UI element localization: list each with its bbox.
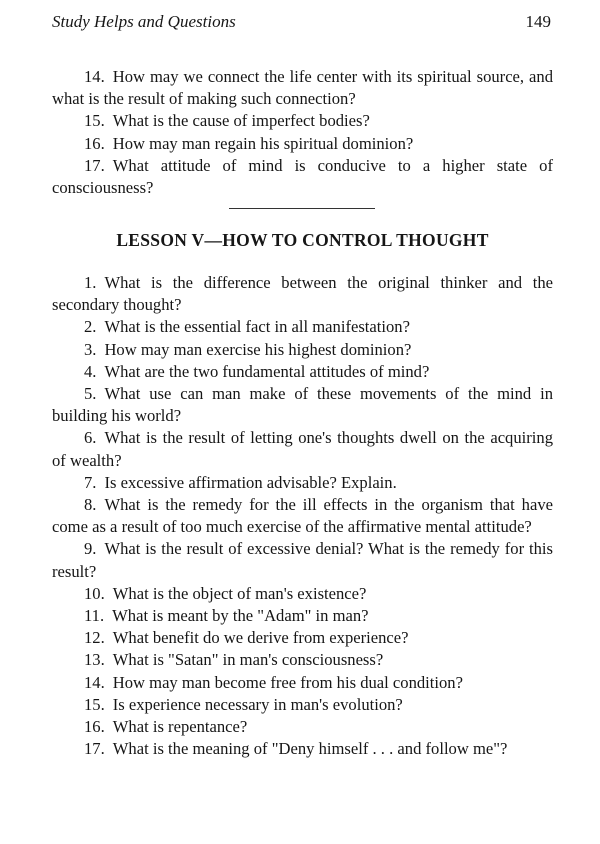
question-item bbox=[52, 649, 553, 671]
question-text: What is the remedy for the ill effects in the organism that have come as a result of too much exercise of the affirmative mental attitude? bbox=[52, 495, 553, 537]
question-item bbox=[52, 110, 553, 132]
question-text: What is the result of letting one's thoughts dwell on the acquiring of wealth? bbox=[52, 428, 553, 470]
question-number: 12. bbox=[84, 628, 105, 648]
question-number: 6. bbox=[84, 428, 97, 448]
section-divider bbox=[229, 208, 375, 209]
question-number: 7. bbox=[84, 472, 97, 492]
question-item bbox=[52, 627, 553, 649]
question-item bbox=[52, 383, 553, 427]
question-number: 1. bbox=[84, 273, 97, 292]
question-number: 16. bbox=[84, 717, 105, 737]
question-item bbox=[52, 694, 553, 716]
question-number: 17. bbox=[84, 155, 105, 175]
question-text: What is "Satan" in man's consciousness? bbox=[112, 650, 384, 670]
question-text: What is the essential fact in all manifestation? bbox=[104, 317, 410, 337]
question-number: 10. bbox=[84, 583, 105, 603]
question-item bbox=[52, 133, 553, 155]
question-text: What is the object of man's existence? bbox=[112, 583, 367, 603]
question-item bbox=[52, 672, 553, 694]
question-number: 5. bbox=[84, 384, 97, 404]
question-text: What is the cause of imperfect bodies? bbox=[112, 111, 370, 131]
question-number: 15. bbox=[84, 111, 105, 131]
question-text: How may man exercise his highest dominion? bbox=[104, 339, 412, 359]
page-header bbox=[52, 12, 553, 36]
question-text: How may man regain his spiritual dominion? bbox=[112, 133, 414, 153]
question-text: What is the difference between the original thinker and the secondary thought? bbox=[52, 273, 553, 315]
question-item bbox=[52, 272, 553, 316]
question-text: What are the two fundamental attitudes of mind? bbox=[104, 361, 430, 381]
question-number: 16. bbox=[84, 133, 105, 153]
question-text: What is repentance? bbox=[112, 717, 248, 737]
question-text: What is the result of excessive denial? What is the remedy for this result? bbox=[52, 539, 553, 581]
previous-lesson-questions bbox=[52, 66, 553, 199]
question-text: What attitude of mind is conducive to a higher state of consciousness? bbox=[52, 155, 553, 198]
question-number: 4. bbox=[84, 361, 97, 381]
question-number: 15. bbox=[84, 694, 105, 714]
question-item bbox=[52, 427, 553, 471]
question-item bbox=[52, 716, 553, 738]
question-item bbox=[52, 316, 553, 338]
question-number: 8. bbox=[84, 495, 97, 515]
question-item bbox=[52, 605, 553, 627]
question-text: What benefit do we derive from experience? bbox=[112, 628, 409, 648]
question-number: 3. bbox=[84, 339, 97, 359]
page-number: 149 bbox=[525, 12, 551, 31]
question-text: What is the meaning of "Deny himself . . . and follow me"? bbox=[112, 739, 508, 759]
lesson-title: LESSON V—HOW TO CONTROL THOUGHT bbox=[116, 230, 489, 250]
question-item bbox=[52, 583, 553, 605]
question-item bbox=[52, 738, 553, 760]
running-title: Study Helps and Questions bbox=[52, 12, 236, 31]
question-text: Is experience necessary in man's evolution? bbox=[112, 694, 403, 714]
question-item bbox=[52, 66, 553, 110]
question-text: What is meant by the "Adam" in man? bbox=[112, 606, 369, 626]
question-number: 9. bbox=[84, 539, 97, 559]
question-text: What use can man make of these movements of the mind in building his world? bbox=[52, 384, 553, 426]
question-item bbox=[52, 361, 553, 383]
question-number: 13. bbox=[84, 650, 105, 670]
question-number: 14. bbox=[84, 672, 105, 692]
question-number: 17. bbox=[84, 739, 105, 759]
question-item bbox=[52, 494, 553, 538]
question-item bbox=[52, 538, 553, 582]
question-number: 14. bbox=[84, 67, 105, 86]
question-number: 11. bbox=[84, 606, 105, 626]
question-number: 2. bbox=[84, 317, 97, 337]
question-text: Is excessive affirmation advisable? Explain. bbox=[104, 472, 397, 492]
question-text: How may we connect the life center with its spiritual source, and what is the result of making such connection? bbox=[52, 67, 553, 109]
question-item bbox=[52, 339, 553, 361]
lesson-questions bbox=[52, 272, 553, 760]
question-item bbox=[52, 155, 553, 199]
question-text: How may man become free from his dual condition? bbox=[112, 672, 463, 692]
question-item bbox=[52, 472, 553, 494]
